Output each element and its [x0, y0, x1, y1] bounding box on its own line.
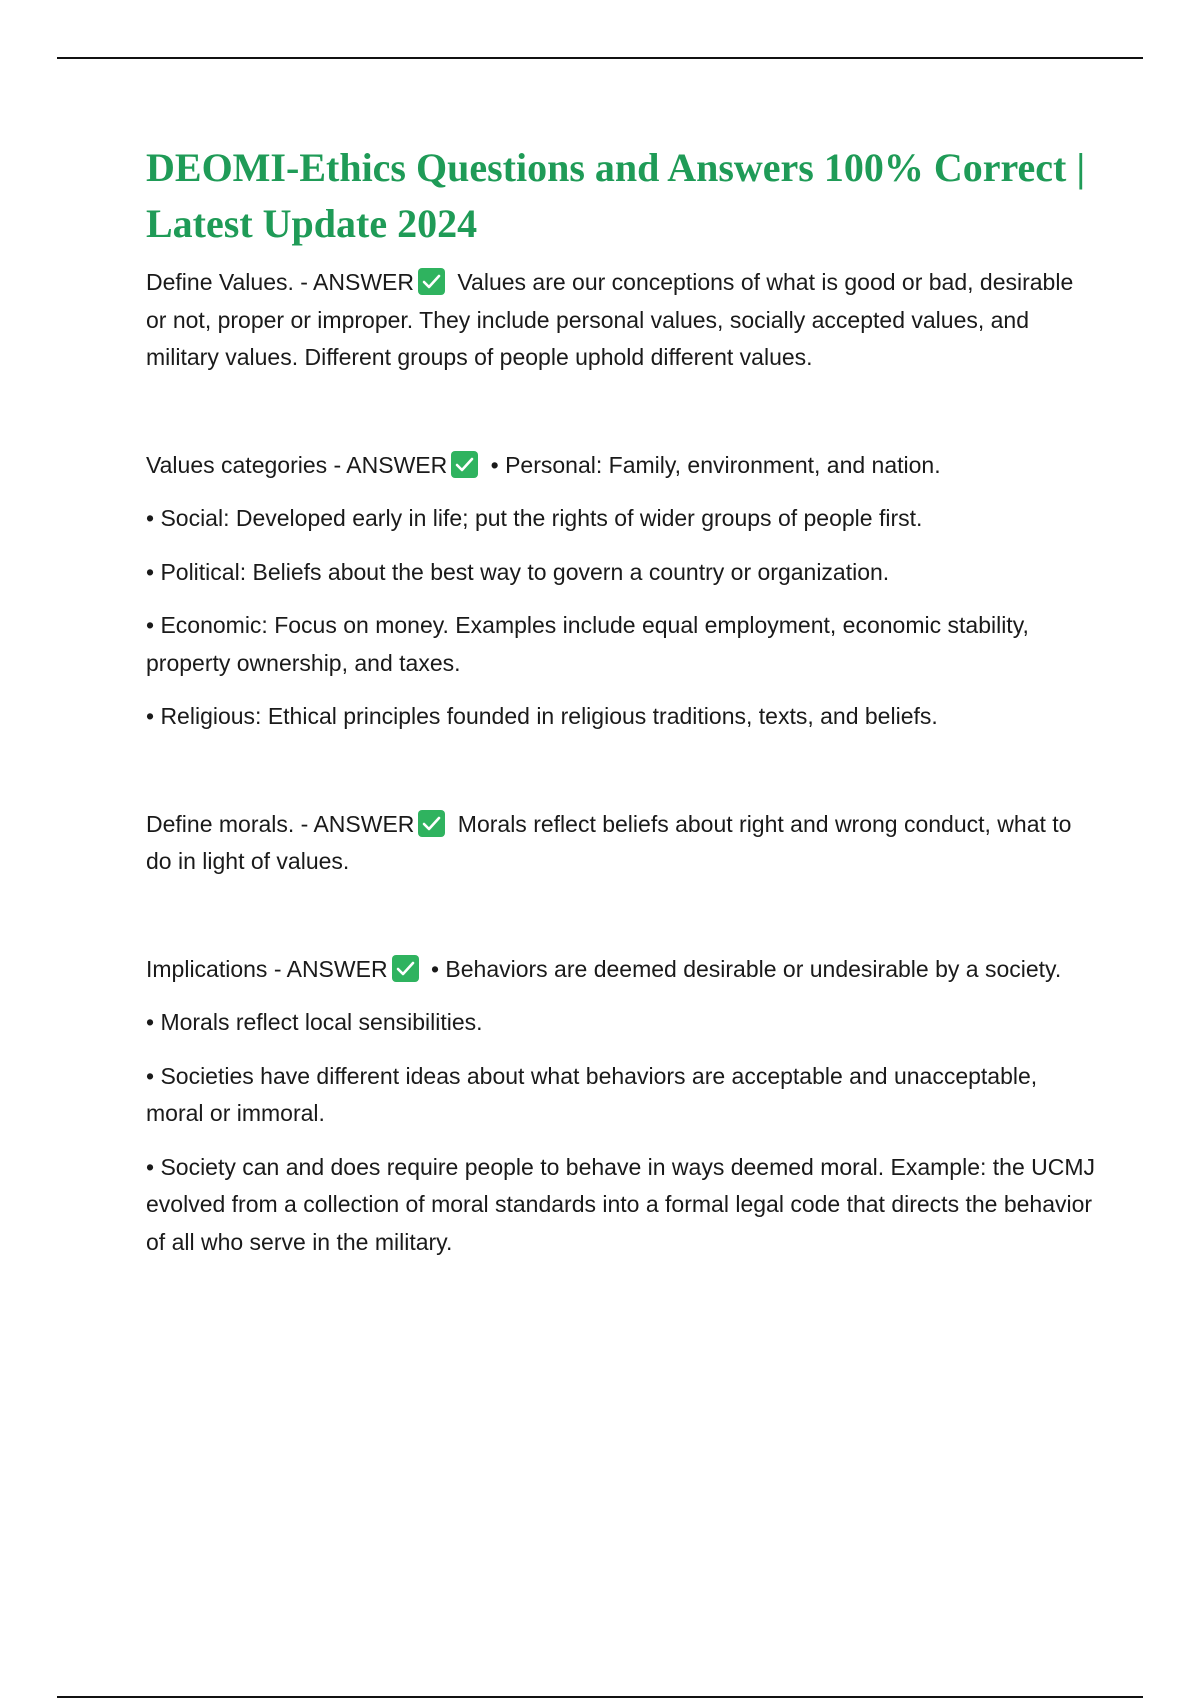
checkmark-icon: [418, 810, 445, 837]
question-text: Implications - ANSWER: [146, 955, 388, 982]
answer-bullet: • Societies have different ideas about what behaviors are acceptable and unacceptable, moral or immoral.: [146, 1062, 1038, 1126]
qa-item-implications: [146, 951, 1096, 1262]
answer-bullet: • Political: Beliefs about the best way to govern a country or organization.: [146, 558, 890, 585]
answer-bullet: • Religious: Ethical principles founded in religious traditions, texts, and beliefs.: [146, 703, 938, 729]
footer-rule: [57, 1696, 1143, 1698]
qa-line: [146, 951, 1096, 989]
answer-text: Values are our conceptions of what is good or bad, desirable or not, proper or improper. They include personal values, socially accepted values, and military values. Different groups of people uphold different values.: [146, 269, 1074, 370]
answer-text: • Personal: Family, environment, and nation.: [490, 451, 941, 478]
answer-bullet: • Economic: Focus on money. Examples include equal employment, economic stability, property ownership, and taxes.: [146, 612, 1029, 676]
document-title: DEOMI-Ethics Questions and Answers 100% Correct | Latest Update 2024: [146, 145, 1086, 246]
qa-item-define-values: [146, 264, 1096, 377]
answer-text: Morals reflect beliefs about right and wrong conduct, what to do in light of values.: [146, 810, 1072, 874]
qa-line: [146, 806, 1096, 881]
question-text: Define morals. - ANSWER: [146, 810, 415, 837]
checkmark-icon: [392, 955, 419, 982]
answer-bullet: • Morals reflect local sensibilities.: [146, 1009, 483, 1035]
qa-item-values-categories: [146, 447, 1096, 736]
checkmark-icon: [451, 451, 478, 478]
header-rule: [57, 57, 1143, 59]
answer-text: • Behaviors are deemed desirable or undesirable by a society.: [430, 955, 1062, 982]
qa-item-define-morals: [146, 806, 1096, 881]
question-text: Values categories - ANSWER: [146, 451, 448, 478]
document-body: [146, 140, 1096, 1261]
checkmark-icon: [418, 268, 445, 295]
answer-bullet: • Social: Developed early in life; put the rights of wider groups of people first.: [146, 505, 923, 531]
answer-bullet: • Society can and does require people to behave in ways deemed moral. Example: the UCMJ evolved from a collection of moral standards into a formal legal code that directs the behavior of all who serve in the military.: [146, 1153, 1096, 1255]
qa-line: [146, 264, 1096, 377]
question-text: Define Values. - ANSWER: [146, 269, 415, 295]
qa-line: [146, 447, 1096, 485]
